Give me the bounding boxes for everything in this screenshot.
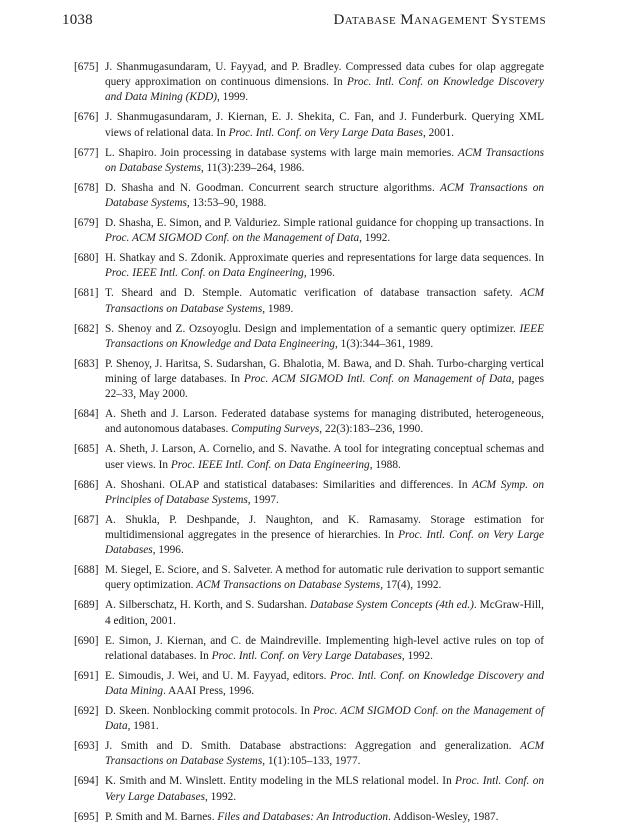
reference-number: [693] xyxy=(74,740,99,753)
reference-text: E. Simon, J. Kiernan, and C. de Maindreville. Implementing high-level active rules on top of relational databases. In xyxy=(105,634,544,662)
reference-number: [678] xyxy=(74,181,99,194)
reference-entry xyxy=(74,810,544,825)
reference-text: S. Shenoy and Z. Ozsoyoglu. Design and implementation of a semantic query optimizer. xyxy=(105,322,520,335)
reference-text: A. Sheth, J. Larson, A. Cornelio, and S. Navathe. A tool for integrating conceptual schemas and user views. In xyxy=(105,443,544,471)
reference-venue: Proc. IEEE Intl. Conf. on Data Engineering xyxy=(105,267,304,280)
reference-text: E. Simoudis, J. Wei, and U. M. Fayyad, editors. xyxy=(105,669,330,682)
reference-venue: Proc. ACM SIGMOD Conf. on the Management of Data xyxy=(105,705,544,733)
reference-text: D. Shasha and N. Goodman. Concurrent search structure algorithms. xyxy=(105,181,441,194)
reference-text: P. Shenoy, J. Haritsa, S. Sudarshan, G. Bhalotia, M. Bawa, and D. Shah. Turbo-charging vertical mining of large databases. In xyxy=(105,357,544,386)
reference-text: A. Silberschatz, H. Korth, and S. Sudarshan. xyxy=(105,599,311,612)
reference-text: , 1988. xyxy=(369,458,401,471)
reference-number: [681] xyxy=(74,287,99,300)
reference-entry xyxy=(74,442,544,472)
reference-text: J. Smith and D. Smith. Database abstractions: Aggregation and generalization. xyxy=(105,740,521,753)
reference-text: M. Siegel, E. Sciore, and S. Salveter. A method for automatic rule derivation to support semantic query optimization. xyxy=(105,564,544,592)
reference-entry xyxy=(74,407,544,437)
reference-text: , 1996. xyxy=(303,267,335,280)
reference-number: [688] xyxy=(74,564,99,577)
reference-venue: ACM Transactions on Database Systems xyxy=(105,287,544,315)
reference-text: K. Smith and M. Winslett. Entity modeling in the MLS relational model. In xyxy=(105,775,456,788)
reference-text: J. Shanmugasundaram, J. Kiernan, E. J. Shekita, C. Fan, and J. Funderburk. Querying XML views of relational data. In xyxy=(105,111,544,139)
reference-entry xyxy=(74,513,544,559)
reference-entry xyxy=(74,357,544,403)
reference-entry xyxy=(74,739,544,769)
reference-text: , 17(4), 1992. xyxy=(380,579,442,592)
page-header xyxy=(62,12,546,34)
reference-text: , 1992. xyxy=(401,649,433,662)
running-title: Database Management Systems xyxy=(333,12,546,28)
reference-text: J. Shanmugasundaram, U. Fayyad, and P. Bradley. Compressed data cubes for olap aggregate query approximation on continuous dimensions. In xyxy=(105,61,544,89)
reference-number: [683] xyxy=(74,357,99,370)
reference-venue: Proc. Intl. Conf. on Very Large Databases xyxy=(211,649,402,662)
reference-text: , 1989. xyxy=(262,302,294,315)
reference-text: , pages 22–33, May 2000. xyxy=(105,373,545,401)
reference-text: , 1996. xyxy=(152,544,184,557)
reference-venue: Proc. Intl. Conf. on Very Large Data Bases xyxy=(228,126,423,139)
reference-venue: ACM Transactions on Database Systems xyxy=(105,146,544,174)
reference-text: A. Sheth and J. Larson. Federated database systems for managing distributed, heterogeneous, and autonomous databases. xyxy=(105,408,544,436)
reference-entry xyxy=(74,704,544,734)
reference-text: . Addison-Wesley, 1987. xyxy=(388,810,499,823)
reference-text: , 1(3):344–361, 1989. xyxy=(335,337,434,350)
reference-venue: Files and Databases: An Introduction xyxy=(217,810,389,823)
reference-venue: Computing Surveys xyxy=(231,423,320,436)
reference-text: , 1997. xyxy=(247,493,279,506)
reference-number: [684] xyxy=(74,408,99,421)
reference-text: , 2001. xyxy=(422,126,455,139)
reference-venue: Database System Concepts (4th ed.) xyxy=(310,599,474,612)
reference-venue: Proc. Intl. Conf. on Knowledge Discovery and Data Mining (KDD) xyxy=(105,76,544,104)
reference-text: , 13:53–90, 1988. xyxy=(186,197,267,210)
reference-entry xyxy=(74,110,544,140)
reference-number: [680] xyxy=(74,252,99,265)
reference-venue: Proc. ACM SIGMOD Conf. on the Management of Data xyxy=(105,232,360,245)
reference-entry xyxy=(74,216,544,246)
reference-venue: Proc. Intl. Conf. on Very Large Databases xyxy=(105,529,544,557)
reference-venue: ACM Transactions on Database Systems xyxy=(105,740,544,768)
reference-text: A. Shoshani. OLAP and statistical databases: Similarities and differences. In xyxy=(105,478,473,491)
reference-venue: Proc. ACM SIGMOD Intl. Conf. on Management of Data xyxy=(243,373,512,386)
reference-venue: ACM Transactions on Database Systems xyxy=(105,181,544,210)
reference-text: T. Sheard and D. Stemple. Automatic verification of database transaction safety. xyxy=(105,287,521,300)
reference-text: , 11(3):239–264, 1986. xyxy=(201,161,305,174)
reference-text: P. Smith and M. Barnes. xyxy=(105,810,218,823)
reference-entry xyxy=(74,669,544,699)
reference-entry xyxy=(74,478,544,508)
reference-text: , 1992. xyxy=(359,232,391,245)
reference-number: [682] xyxy=(74,322,99,335)
reference-number: [686] xyxy=(74,478,99,491)
reference-entry xyxy=(74,60,544,106)
reference-number: [695] xyxy=(74,810,99,823)
reference-number: [694] xyxy=(74,775,99,788)
reference-number: [677] xyxy=(74,146,99,159)
reference-number: [687] xyxy=(74,513,99,526)
reference-entry xyxy=(74,634,544,664)
reference-text: D. Skeen. Nonblocking commit protocols. In xyxy=(105,705,314,718)
reference-venue: ACM Symp. on Principles of Database Systems xyxy=(105,478,544,506)
reference-entry xyxy=(74,286,544,316)
reference-text: , 22(3):183–236, 1990. xyxy=(319,423,424,436)
reference-entry xyxy=(74,774,544,804)
reference-entry xyxy=(74,146,544,176)
reference-number: [685] xyxy=(74,443,99,456)
reference-entry xyxy=(74,181,544,211)
reference-venue: Proc. IEEE Intl. Conf. on Data Engineering xyxy=(170,458,370,471)
reference-list xyxy=(74,60,544,830)
reference-number: [679] xyxy=(74,217,99,230)
reference-number: [676] xyxy=(74,111,99,124)
reference-text: , 1992. xyxy=(205,790,237,803)
reference-entry xyxy=(74,251,544,281)
reference-text: A. Shukla, P. Deshpande, J. Naughton, and K. Ramasamy. Storage estimation for multidimensional aggregates in the presence of hierarchies. In xyxy=(105,513,544,542)
reference-number: [689] xyxy=(74,599,99,612)
reference-venue: Proc. Intl. Conf. on Knowledge Discovery and Data Mining xyxy=(105,669,544,698)
reference-venue: ACM Transactions on Database Systems xyxy=(196,579,381,592)
reference-entry xyxy=(74,598,544,628)
reference-entry xyxy=(74,563,544,593)
reference-number: [675] xyxy=(74,61,99,73)
reference-text: . AAAI Press, 1996. xyxy=(163,685,255,698)
reference-venue: Proc. Intl. Conf. on Very Large Databases xyxy=(105,775,544,803)
reference-number: [690] xyxy=(74,634,99,647)
reference-text: , 1999. xyxy=(217,91,249,104)
reference-text: , 1(1):105–133, 1977. xyxy=(262,755,361,768)
reference-entry xyxy=(74,322,544,352)
reference-text: D. Shasha, E. Simon, and P. Valduriez. Simple rational guidance for chopping up transactions. In xyxy=(105,217,544,230)
reference-text: H. Shatkay and S. Zdonik. Approximate queries and representations for large data sequences. In xyxy=(105,252,544,265)
reference-text: , 1981. xyxy=(127,720,159,733)
reference-number: [691] xyxy=(74,669,99,682)
reference-venue: IEEE Transactions on Knowledge and Data Engineering xyxy=(105,322,544,350)
reference-number: [692] xyxy=(74,705,99,718)
page-number: 1038 xyxy=(62,12,93,28)
reference-text: . McGraw-Hill, 4 edition, 2001. xyxy=(105,599,544,627)
reference-text: L. Shapiro. Join processing in database systems with large main memories. xyxy=(105,146,458,159)
